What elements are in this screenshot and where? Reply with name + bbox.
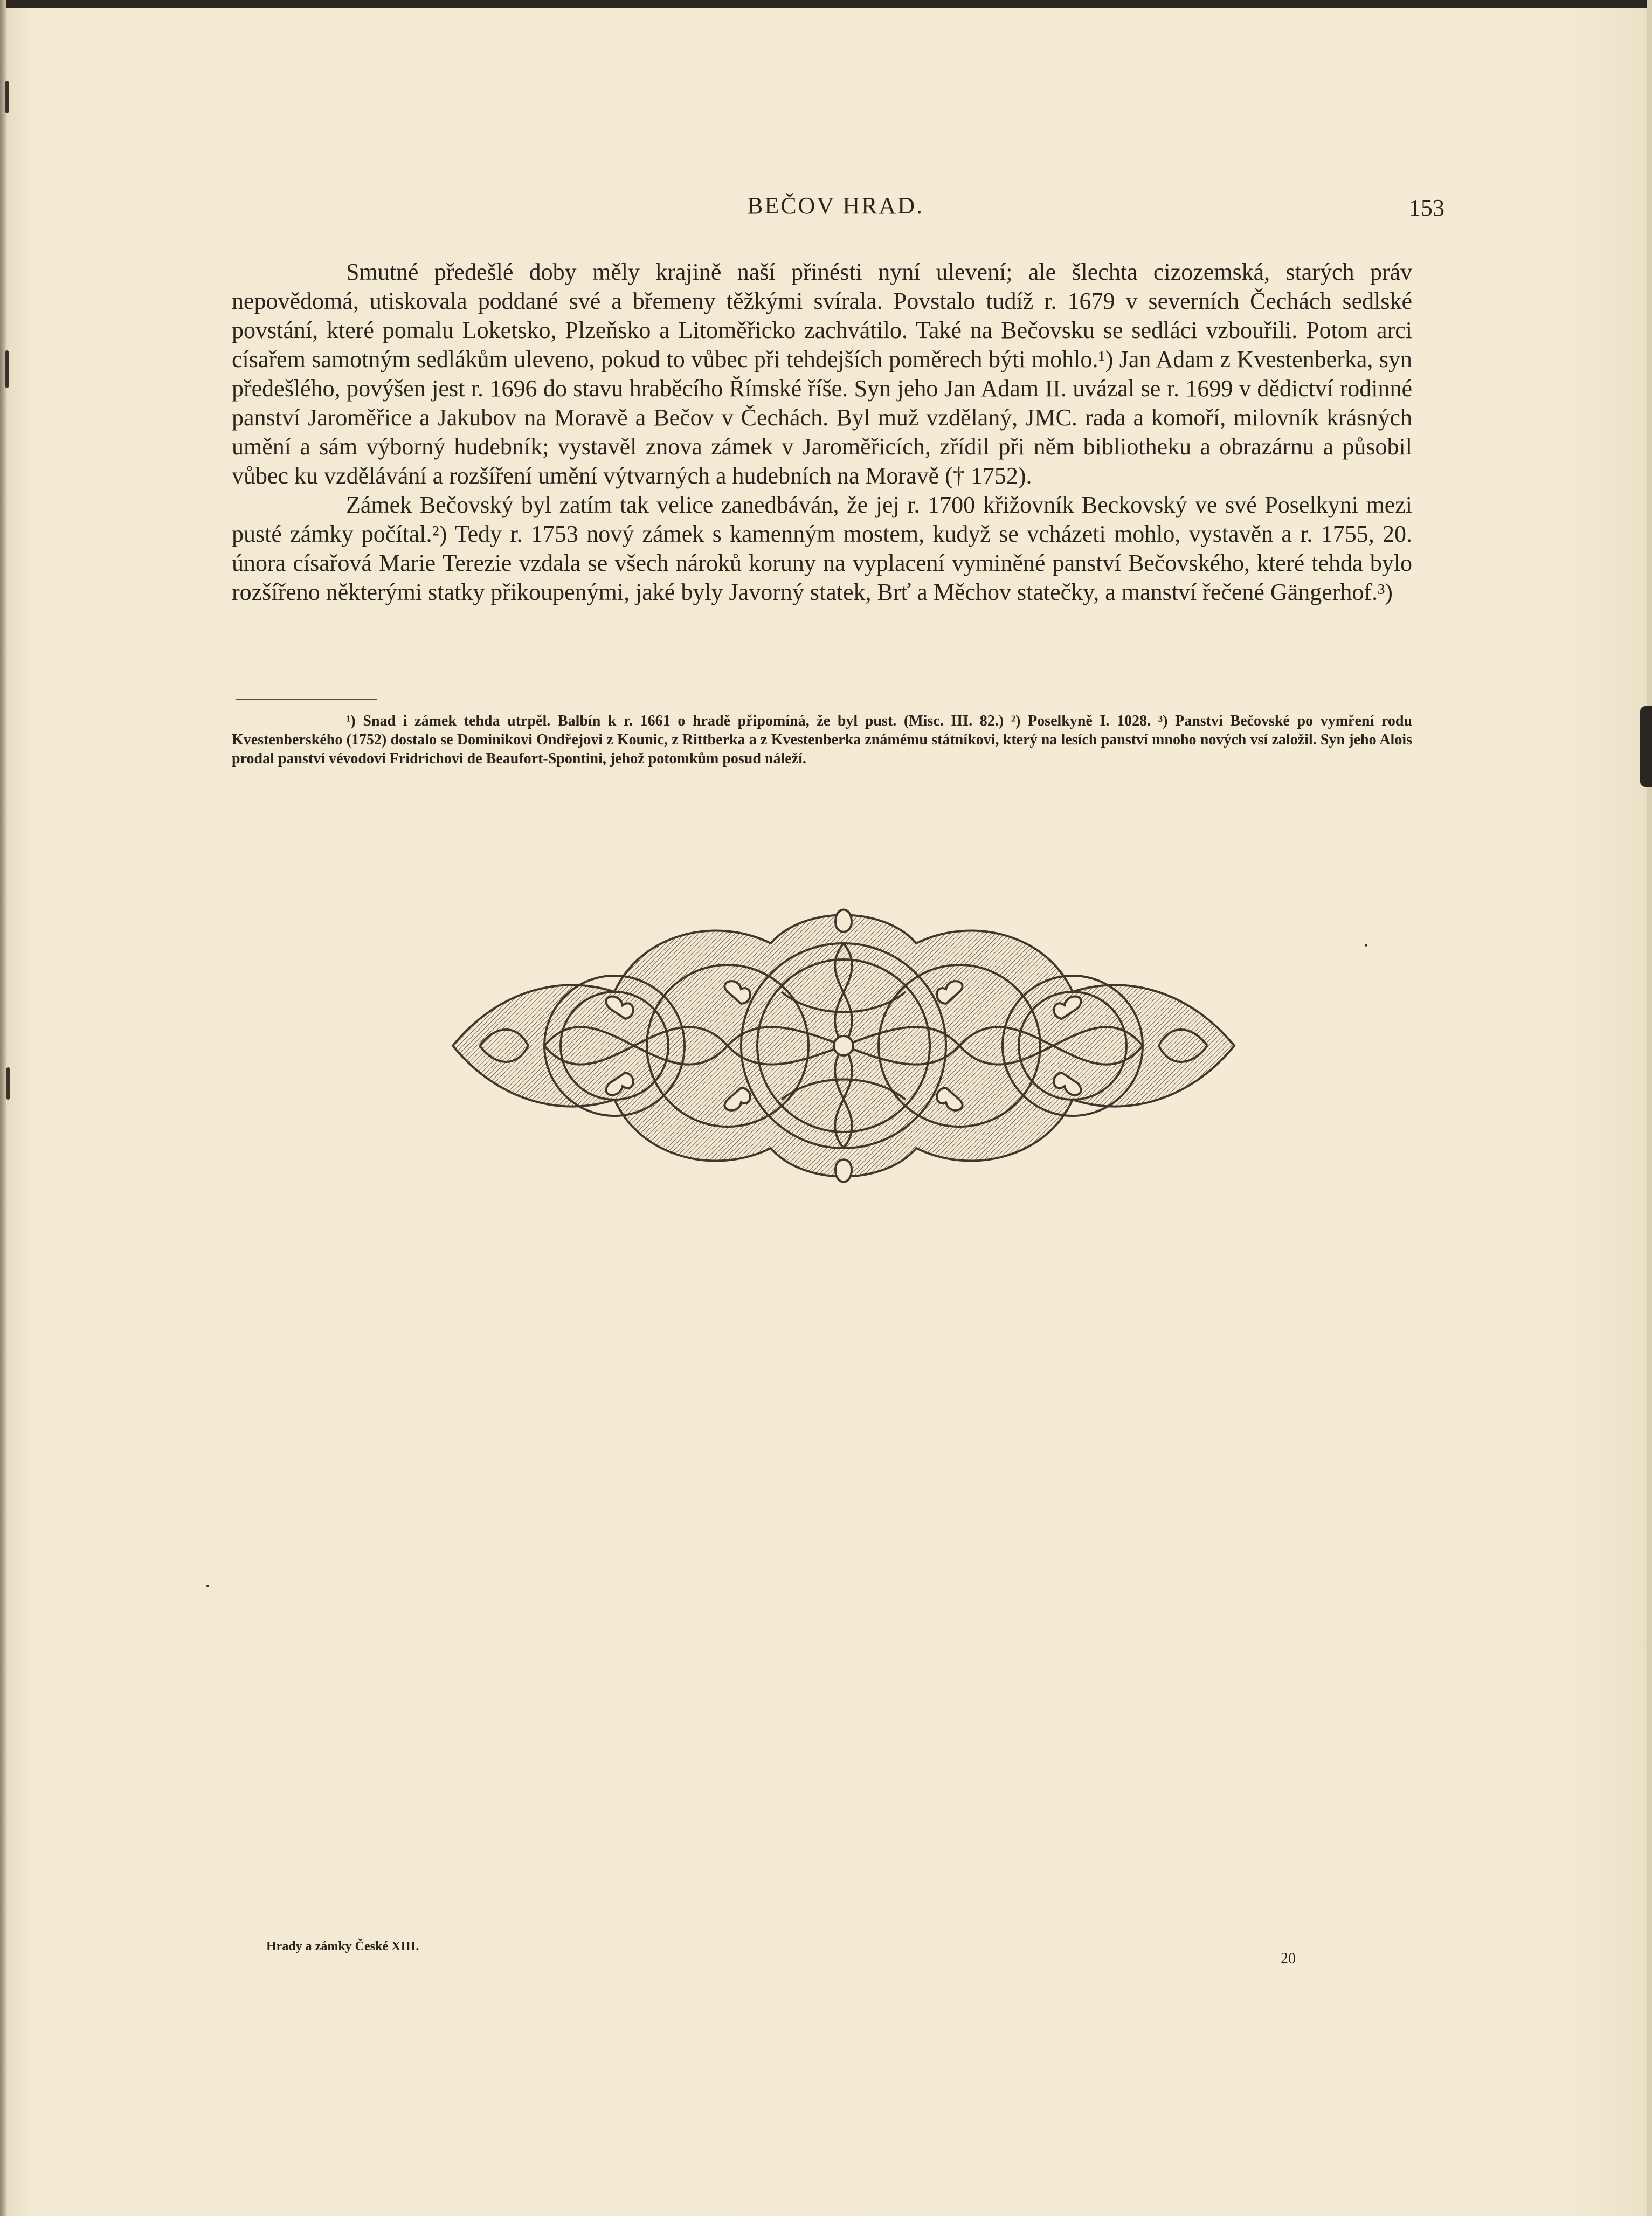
binding-mark	[5, 350, 9, 388]
ink-speck	[1365, 944, 1367, 947]
binding-mark	[5, 81, 9, 113]
binding-mark	[6, 1067, 10, 1100]
ornament-body	[453, 910, 1234, 1182]
scan-right-tab	[1640, 706, 1652, 787]
paragraph: Smutné předešlé doby měly krajině naší přinésti nyní ulevení; ale šlechta cizozemská, starých práv nepovědomá, utiskovala poddané své a břemeny těžkými svírala. Povstalo tudíž r. 1679 v severních Čechách sedlské povstání, které pomalu Loketsko, Plzeňsko a Litoměřicko zachvátilo. Také na Bečovsku se sedláci vzbouřili. Potom arci císařem samotným sedlákům uleveno, pokud to vůbec při tehdejších poměrech býti mohlo.¹) Jan Adam z Kvestenberka, syn předešlého, povýšen jest r. 1696 do stavu hraběcího Římské říše. Syn jeho Jan Adam II. uvázal se r. 1699 v dědictví rodinné panství Jaroměřice a Jakubov na Moravě a Bečov v Čechách. Byl muž vzdělaný, JMC. rada a komoří, milovník krásných umění a sám výborný hudebník; vystavěl znova zámek v Jaroměřicích, zřídil při něm bibliotheku a obrazárnu a působil vůbec ku vzdělávání a rozšíření umění výtvarných a hudebních na Moravě († 1752).	[232, 259, 1412, 489]
decorative-ornament	[437, 884, 1250, 1218]
scan-top-edge	[0, 0, 1652, 8]
paragraph: Zámek Bečovský byl zatím tak velice zanedbáván, že jej r. 1700 křižovník Beckovský ve své Poselkyni mezi pusté zámky počítal.²) Tedy r. 1753 nový zámek s kamenným mostem, kudyž se vcházeti mohlo, vystavěn a r. 1755, 20. února císařová Marie Terezie vzdala se všech nároků koruny na vyplacení vyminěné panství Bečovského, které tehda bylo rozšířeno některými statky přikoupenými, jaké byly Javorný statek, Brť a Měchov statečky, a manství řečené Gängerhof.³)	[232, 492, 1412, 605]
scan-right-edge	[1647, 0, 1652, 2216]
footer-signature: Hrady a zámky České XIII.	[266, 1939, 419, 1953]
page-number: 153	[1409, 195, 1444, 221]
body-text	[232, 258, 1412, 607]
footer-sheet-number: 20	[1281, 1950, 1296, 1967]
running-title: BEČOV HRAD.	[746, 192, 924, 219]
footnote-text: ¹) Snad i zámek tehda utrpěl. Balbín k r. 1661 o hradě připomíná, že byl pust. (Misc. III. 82.) ²) Poselkyně I. 1028. ³) Panství Bečovské po vymření rodu Kvestenberského (1752) dostalo se Dominikovi Ondřejovi z Kounic, z Rittberka a z Kvestenberka známému státníkovi, který na lesích panství mnoho nových vsí založil. Syn jeho Alois prodal panství vévodovi Fridrichovi de Beaufort-Spontini, jehož potomkům posud náleží.	[232, 713, 1412, 767]
footnote-rule	[236, 699, 377, 700]
footnotes	[232, 712, 1412, 768]
scan-left-edge	[0, 0, 6, 2216]
ink-speck	[206, 1585, 209, 1587]
